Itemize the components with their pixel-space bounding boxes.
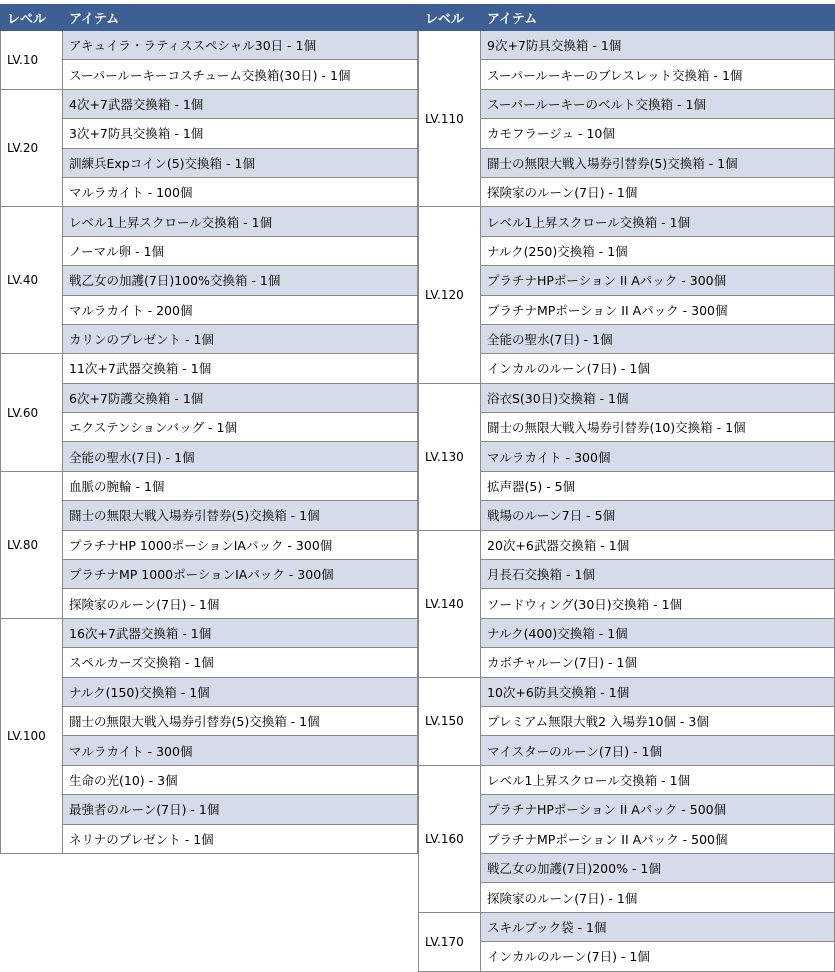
- item-cell: 闘士の無限大戦入場券引替券(5)交換箱 - 1個: [481, 148, 835, 177]
- table-row: [419, 942, 835, 971]
- table-row: [419, 736, 835, 765]
- item-cell: 血脈の腕輪 - 1個: [63, 471, 418, 500]
- table-row: [1, 148, 418, 177]
- table-row: [419, 853, 835, 882]
- item-cell: 4次+7武器交換箱 - 1個: [63, 89, 418, 118]
- table-row: [1, 589, 418, 618]
- table-row: [1, 442, 418, 471]
- table-row: [419, 677, 835, 706]
- item-cell: スキルブック袋 - 1個: [481, 912, 835, 941]
- right-table-body: [419, 31, 835, 972]
- item-cell: プラチナMPポーション II Aパック - 300個: [481, 295, 835, 324]
- table-row: [1, 530, 418, 559]
- item-cell: 20次+6武器交換箱 - 1個: [481, 530, 835, 559]
- table-row: [419, 383, 835, 412]
- item-cell: ネリナのプレゼント - 1個: [63, 824, 418, 853]
- item-cell: プラチナMP 1000ポーションⅠAパック - 300個: [63, 560, 418, 589]
- table-row: [419, 295, 835, 324]
- item-cell: エクステンションバッグ - 1個: [63, 413, 418, 442]
- table-row: [1, 31, 418, 60]
- table-row: [1, 177, 418, 206]
- table-row: [419, 618, 835, 647]
- table-row: [1, 471, 418, 500]
- item-cell: プラチナMPポーション II Aパック - 500個: [481, 824, 835, 853]
- item-cell: 16次+7武器交換箱 - 1個: [63, 618, 418, 647]
- level-header: レベル: [419, 5, 481, 31]
- table-row: [1, 824, 418, 853]
- item-cell: レベル1上昇スクロール交換箱 - 1個: [481, 207, 835, 236]
- table-row: [1, 795, 418, 824]
- item-cell: 最強者のルーン(7日) - 1個: [63, 795, 418, 824]
- item-cell: スーパールーキーコスチューム交換箱(30日) - 1個: [63, 60, 418, 89]
- item-cell: ナルク(400)交換箱 - 1個: [481, 618, 835, 647]
- item-cell: ナルク(150)交換箱 - 1個: [63, 677, 418, 706]
- item-cell: スペルカーズ交換箱 - 1個: [63, 648, 418, 677]
- item-cell: 9次+7防具交換箱 - 1個: [481, 31, 835, 60]
- table-row: [419, 266, 835, 295]
- table-row: [1, 266, 418, 295]
- item-header: アイテム: [481, 5, 835, 31]
- item-cell: 月長石交換箱 - 1個: [481, 560, 835, 589]
- reward-table-left: [0, 4, 418, 854]
- level-cell: LV.170: [419, 912, 481, 971]
- level-cell: LV.100: [1, 618, 63, 853]
- item-cell: レベル1上昇スクロール交換箱 - 1個: [63, 207, 418, 236]
- table-row: [1, 765, 418, 794]
- table-row: [1, 383, 418, 412]
- table-row: [419, 177, 835, 206]
- table-row: [419, 89, 835, 118]
- table-row: [419, 354, 835, 383]
- reward-table-right: [418, 4, 835, 972]
- item-cell: 戦場のルーン7日 - 5個: [481, 501, 835, 530]
- item-cell: ソードウィング(30日)交換箱 - 1個: [481, 589, 835, 618]
- table-row: [419, 471, 835, 500]
- item-cell: 闘士の無限大戦入場券引替券(5)交換箱 - 1個: [63, 706, 418, 735]
- level-cell: LV.10: [1, 31, 63, 90]
- item-cell: 闘士の無限大戦入場券引替券(10)交換箱 - 1個: [481, 413, 835, 442]
- table-row: [1, 706, 418, 735]
- item-cell: ナルク(250)交換箱 - 1個: [481, 236, 835, 265]
- level-cell: LV.130: [419, 383, 481, 530]
- table-row: [1, 207, 418, 236]
- item-cell: 探険家のルーン(7日) - 1個: [481, 177, 835, 206]
- table-row: [1, 324, 418, 353]
- item-cell: 10次+6防具交換箱 - 1個: [481, 677, 835, 706]
- item-cell: 11次+7武器交換箱 - 1個: [63, 354, 418, 383]
- header-row: [419, 5, 835, 31]
- level-cell: LV.80: [1, 471, 63, 618]
- level-cell: LV.40: [1, 207, 63, 354]
- table-row: [1, 119, 418, 148]
- level-cell: LV.120: [419, 207, 481, 383]
- item-cell: スーパールーキーのブレスレット交換箱 - 1個: [481, 60, 835, 89]
- table-row: [419, 883, 835, 912]
- left-table-body: [1, 31, 418, 854]
- item-cell: プラチナHPポーション II Aパック - 500個: [481, 795, 835, 824]
- item-cell: スーパールーキーのベルト交換箱 - 1個: [481, 89, 835, 118]
- table-row: [1, 618, 418, 647]
- table-row: [419, 31, 835, 60]
- item-cell: プラチナHPポーション II Aパック - 300個: [481, 266, 835, 295]
- item-cell: 6次+7防護交換箱 - 1個: [63, 383, 418, 412]
- table-row: [419, 560, 835, 589]
- item-cell: 探険家のルーン(7日) - 1個: [481, 883, 835, 912]
- table-row: [419, 60, 835, 89]
- level-cell: LV.150: [419, 677, 481, 765]
- level-cell: LV.140: [419, 530, 481, 677]
- table-row: [419, 765, 835, 794]
- table-row: [419, 442, 835, 471]
- table-row: [419, 648, 835, 677]
- table-row: [1, 648, 418, 677]
- item-cell: インカルのルーン(7日) - 1個: [481, 354, 835, 383]
- table-row: [419, 236, 835, 265]
- item-cell: マルラカイト - 300個: [481, 442, 835, 471]
- item-cell: ノーマル卵 - 1個: [63, 236, 418, 265]
- level-cell: LV.110: [419, 31, 481, 207]
- item-cell: マイスターのルーン(7日) - 1個: [481, 736, 835, 765]
- table-row: [419, 148, 835, 177]
- item-cell: レベル1上昇スクロール交換箱 - 1個: [481, 765, 835, 794]
- table-row: [419, 207, 835, 236]
- item-cell: インカルのルーン(7日) - 1個: [481, 942, 835, 971]
- item-cell: カリンのプレゼント - 1個: [63, 324, 418, 353]
- header-row: [1, 5, 418, 31]
- item-cell: 浴衣S(30日)交換箱 - 1個: [481, 383, 835, 412]
- table-row: [419, 530, 835, 559]
- table-row: [419, 824, 835, 853]
- item-cell: 拡声器(5) - 5個: [481, 471, 835, 500]
- table-row: [419, 119, 835, 148]
- table-row: [419, 589, 835, 618]
- item-cell: アキュイラ・ラティススペシャル30日 - 1個: [63, 31, 418, 60]
- item-cell: プラチナHP 1000ポーションⅠAパック - 300個: [63, 530, 418, 559]
- item-cell: 生命の光(10) - 3個: [63, 765, 418, 794]
- table-row: [1, 501, 418, 530]
- item-cell: マルラカイト - 300個: [63, 736, 418, 765]
- item-cell: マルラカイト - 200個: [63, 295, 418, 324]
- table-row: [1, 295, 418, 324]
- table-row: [419, 324, 835, 353]
- item-cell: 戦乙女の加護(7日)100%交換箱 - 1個: [63, 266, 418, 295]
- table-row: [1, 89, 418, 118]
- level-header: レベル: [1, 5, 63, 31]
- table-row: [1, 677, 418, 706]
- table-row: [1, 736, 418, 765]
- level-cell: LV.20: [1, 89, 63, 207]
- item-cell: 訓練兵Expコイン(5)交換箱 - 1個: [63, 148, 418, 177]
- item-cell: カボチャルーン(7日) - 1個: [481, 648, 835, 677]
- table-row: [1, 60, 418, 89]
- table-row: [419, 795, 835, 824]
- item-cell: 3次+7防具交換箱 - 1個: [63, 119, 418, 148]
- item-cell: 闘士の無限大戦入場券引替券(5)交換箱 - 1個: [63, 501, 418, 530]
- table-row: [419, 501, 835, 530]
- item-cell: プレミアム無限大戦2 入場券10個 - 3個: [481, 706, 835, 735]
- level-cell: LV.60: [1, 354, 63, 472]
- item-cell: 全能の聖水(7日) - 1個: [63, 442, 418, 471]
- item-cell: 探険家のルーン(7日) - 1個: [63, 589, 418, 618]
- item-cell: カモフラージュ - 10個: [481, 119, 835, 148]
- table-row: [419, 912, 835, 941]
- table-row: [1, 413, 418, 442]
- table-row: [1, 354, 418, 383]
- table-row: [419, 413, 835, 442]
- table-row: [1, 236, 418, 265]
- item-cell: マルラカイト - 100個: [63, 177, 418, 206]
- item-header: アイテム: [63, 5, 418, 31]
- item-cell: 全能の聖水(7日) - 1個: [481, 324, 835, 353]
- table-row: [419, 706, 835, 735]
- level-cell: LV.160: [419, 765, 481, 912]
- table-row: [1, 560, 418, 589]
- item-cell: 戦乙女の加護(7日)200% - 1個: [481, 853, 835, 882]
